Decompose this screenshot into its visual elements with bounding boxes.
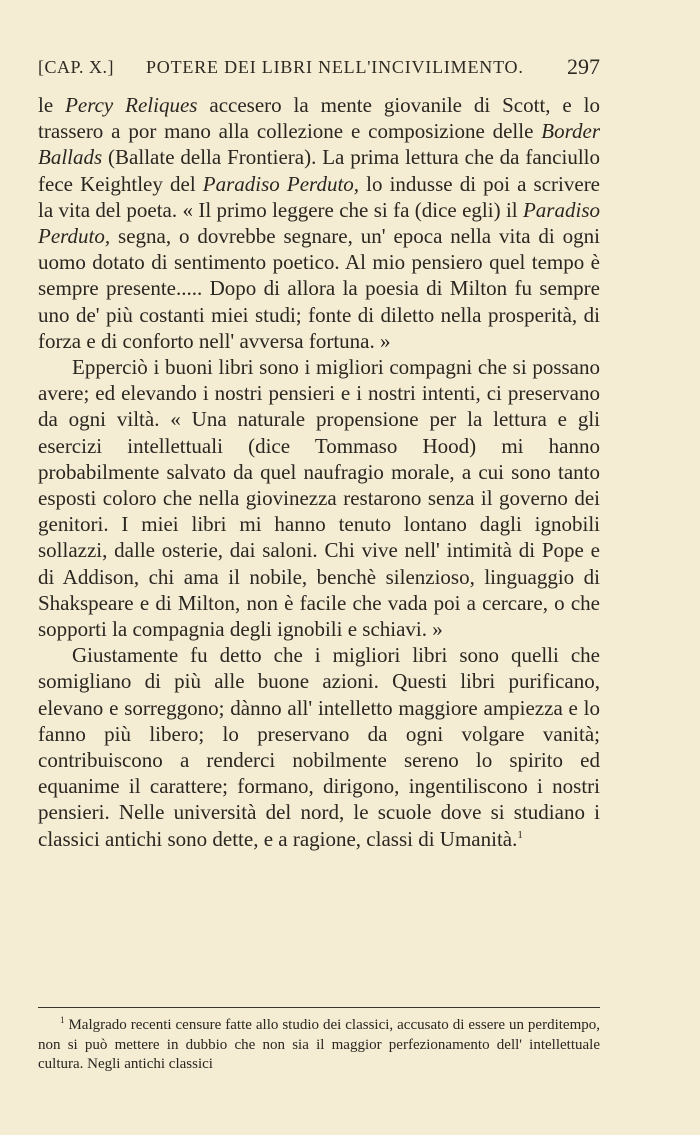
text-run: lo indusse di poi a scrivere la vita del poeta. « Il primo leggere che si fa (dice egli) il [38, 171, 601, 222]
italic-title: Paradiso Perduto, [38, 197, 600, 249]
italic-title: Percy Reliques [65, 93, 198, 117]
text-run: accesero la mente giovanile di Scott, e lo trassero a por mano alla collezione e composizione delle [38, 93, 600, 144]
text-run: Giustamente fu detto che i migliori libri sono quelli che somigliano di più alle buone azioni. Questi libri purificano, elevano e sorreggono; dànno all' intelletto maggiore ampiezza e lo fanno più libero; lo preservano da ogni volgare vanità; contribuiscono a renderci nobilmente sereno lo spirito ed equanime il carattere; formano, dirigono, ingentiliscono i nostri pensieri. Nelle università del nord, le scuole dove si studiano i classici antichi sono dette, e a ragione, classi di Umanità. [38, 643, 600, 851]
paragraph-2 [38, 354, 600, 642]
footnote-text [38, 1016, 600, 1075]
italic-title: Paradiso Perduto, [202, 171, 360, 196]
page-number: 297 [567, 54, 600, 79]
footnote-mark: 1 [60, 1015, 65, 1025]
running-title: POTERE DEI LIBRI NELL'INCIVILIMENTO. [146, 57, 524, 77]
footnote-divider [38, 1007, 600, 1008]
footnote-reference[interactable]: 1 [517, 828, 523, 841]
footnote-body: Malgrado recenti censure fatte allo studio dei classici, accusato di essere un perditempo, non si può mettere in dubbio che non sia il maggior perfezionamento dell' intellettuale cultura. Negli antichi classici [38, 1017, 600, 1072]
running-header [38, 54, 600, 83]
paragraph-1 [38, 92, 600, 354]
main-text [38, 92, 600, 852]
text-run: (Ballate della Frontiera). La prima lettura che da fanciullo fece Keightley del [38, 145, 600, 196]
text-run: segna, o dovrebbe segnare, un' epoca nella vita di ogni uomo dotato di sentimento poetico. Al mio pensiero quel tempo è sempre presente..... Dopo di allora la poesia di Milton fu sempre uno de' più costanti miei studi; fonte di diletto nella prosperità, di forza e di conforto nell' avversa fortuna. » [38, 224, 600, 353]
text-run: le [38, 93, 66, 117]
footnote [38, 1016, 600, 1075]
paragraph-3 [38, 642, 600, 852]
text-run: Epperciò i buoni libri sono i migliori compagni che si possano avere; ed elevando i nostri pensieri e i nostri intenti, ci preservano da ogni viltà. « Una naturale propensione per la lettura e gli esercizi intellettuali (dice Tommaso Hood) mi hanno probabilmente salvato da quel naufragio morale, a cui sono tanto esposti coloro che nella giovinezza restarono senza il governo dei genitori. I miei libri mi hanno tenuto lontano dagli ignobili sollazzi, dalle osterie, dai saloni. Chi vive nell' intimità di Pope e di Addison, chi ama il nobile, benchè silenzioso, linguaggio di Shakspeare e di Milton, non è facile che vada poi a cercare, o che sopporti la compagnia degli ignobili e schiavi. » [38, 355, 600, 642]
chapter-label: [CAP. X.] [38, 57, 115, 77]
italic-title: Border Ballads [38, 119, 600, 170]
